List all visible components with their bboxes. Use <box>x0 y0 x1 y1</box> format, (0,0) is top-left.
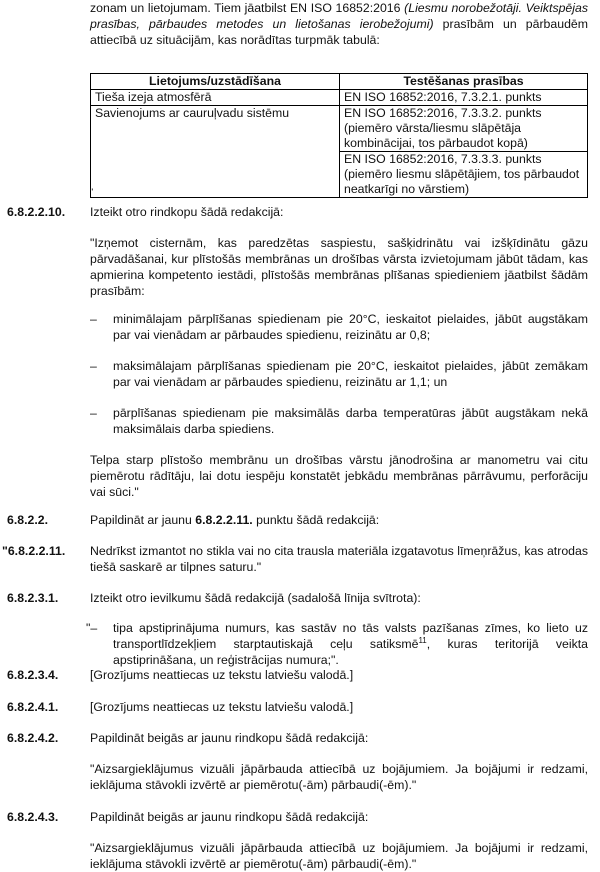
section-number: 6.8.2.2.10. <box>7 205 66 219</box>
closing-quote: " <box>90 187 94 197</box>
bullet-item <box>90 358 588 390</box>
section-number: 6.8.2.4.3. <box>7 810 59 824</box>
bullet-text: pārplīšanas spiedienam pie maksimālās darba temperatūras jābūt augstākam nekā maksimālais darba spiediens. <box>113 406 588 436</box>
section-number: "6.8.2.2.11. <box>2 544 66 558</box>
section-number: 6.8.2.4.2. <box>7 731 59 745</box>
table-row <box>91 90 588 106</box>
bullet-text: minimālajam pārplīšanas spiedienam pie 20°C, ieskaitot pielaides, jābūt augstākam par vai vienādam ar pārbaudes spiedienu, reizinātu ar 0,8; <box>113 312 588 342</box>
instruction: Papildināt beigās ar jaunu rindkopu šādā redakcijā: <box>90 731 369 745</box>
instruction-text: Papildināt ar jaunu <box>90 513 196 527</box>
column-header: Testēšanas prasības <box>340 74 588 90</box>
instruction: Izteikt otro rindkopu šādā redakcijā: <box>90 205 284 219</box>
requirements-table <box>90 73 588 198</box>
quoted-paragraph: "Izņemot cisternām, kas paredzētas saspiestu, sašķidrinātu vai izšķīdinātu gāzu pārvadāšanai, kur plīstošās membrānas un drošības vārsta izvietojumam jābūt tādam, kas apmierina kompetento iestādi, plīstošās membrānas plīšanas spiedieniem jāatbilst šādām prasībām: <box>90 236 588 298</box>
quoted-paragraph: "Aizsargieklājumus vizuāli jāpārbauda attiecībā uz bojājumiem. Ja bojājumi ir redzami, ieklājuma stāvokli izvērtē ar piemērotu(-ām) pārbaudi(-ēm)." <box>90 841 588 871</box>
instruction: Papildināt beigās ar jaunu rindkopu šādā redakcijā: <box>90 810 369 824</box>
table-cell: EN ISO 16852:2016, 7.3.3.2. punkts (piemēro vārsta/liesmu slāpētāja kombinācijai, tos pārbaudot kopā) <box>340 106 588 152</box>
standard-title: (Liesmu norobežotāji. Veiktspējas prasības, pārbaudes metodes un lietošanas ierobežojumi) <box>90 1 588 31</box>
dash: – <box>90 359 97 373</box>
section-number: 6.8.2.2. <box>7 513 49 527</box>
dash: – <box>90 406 97 420</box>
quoted-paragraph: "Aizsargieklājumus vizuāli jāpārbauda attiecībā uz bojājumiem. Ja bojājumi ir redzami, ieklājuma stāvokli izvērtē ar piemērotu(-ām) pārbaudi(-ēm)." <box>90 762 588 792</box>
new-point-text: Nedrīkst izmantot no stikla vai no cita trausla materiāla izgatavotus līmeņrāžus, kas atrodas tiešā saskarē ar tilpnes saturu." <box>90 544 588 574</box>
section-number: 6.8.2.4.1. <box>7 700 59 714</box>
instruction: Izteikt otro ievilkumu šādā redakcijā (sadalošā līnija svītrota): <box>90 591 421 605</box>
table-cell: Savienojums ar cauruļvadu sistēmu <box>91 106 340 198</box>
instruction <box>90 512 588 528</box>
section-number: 6.8.2.3.1. <box>7 591 59 605</box>
bullet-item <box>86 620 588 668</box>
bullet-text: , kuras teritorijā veikta apstiprināšana, un reģistrācijas numura;". <box>113 637 588 667</box>
table-header-row <box>91 74 588 90</box>
intro-paragraph <box>90 0 588 48</box>
amendment-note: [Grozījums neattiecas uz tekstu latviešu valodā.] <box>90 700 354 714</box>
intro-text: zonam un lietojumam. Tiem jāatbilst EN ISO 16852:2016 <box>90 1 405 15</box>
quoted-paragraph-end: Telpa starp plīstošo membrānu un drošības vārstu jānodrošina ar manometru vai citu piemērotu rādītāju, lai dotu iespēju konstatēt jebkādu membrānas pārrāvumu, perforāciju vai sūci." <box>90 453 588 499</box>
point-reference: 6.8.2.2.11. <box>195 513 253 527</box>
bullet-item <box>90 311 588 343</box>
dash: – <box>90 312 97 326</box>
instruction-text: punktu šādā redakcijā: <box>252 513 380 527</box>
amendment-note: [Grozījums neattiecas uz tekstu latviešu valodā.] <box>90 668 354 682</box>
table-cell: Tieša izeja atmosfērā <box>91 90 340 106</box>
table-cell: EN ISO 16852:2016, 7.3.3.3. punkts (piemēro liesmu slāpētājiem, tos pārbaudot neatkarīgi no vārstiem) <box>340 152 588 198</box>
bullet-text: maksimālajam pārplīšanas spiedienam pie 20°C, ieskaitot pielaides, jābūt zemākam par vai vienādam ar pārbaudes spiedienu, reizinātu ar 1,1; un <box>113 359 588 389</box>
footnote-ref[interactable]: 11 <box>418 635 427 645</box>
table-row <box>91 106 588 152</box>
table-cell: EN ISO 16852:2016, 7.3.2.1. punkts <box>340 90 588 106</box>
section-number: 6.8.2.3.4. <box>7 668 59 682</box>
intro-text-end: prasībām un pārbaudēm attiecībā uz situācijām, kas norādītas turpmāk tabulā: <box>90 17 588 47</box>
column-header: Lietojums/uzstādīšana <box>91 74 340 90</box>
bullet-text: tipa apstiprinājuma numurs, kas sastāv no tās valsts pazīšanas zīmes, ko lieto uz transportlīdzekļiem starptautiskajā ceļu satiksmē <box>113 621 588 651</box>
bullet-item <box>90 405 588 437</box>
dash: "– <box>86 621 98 635</box>
